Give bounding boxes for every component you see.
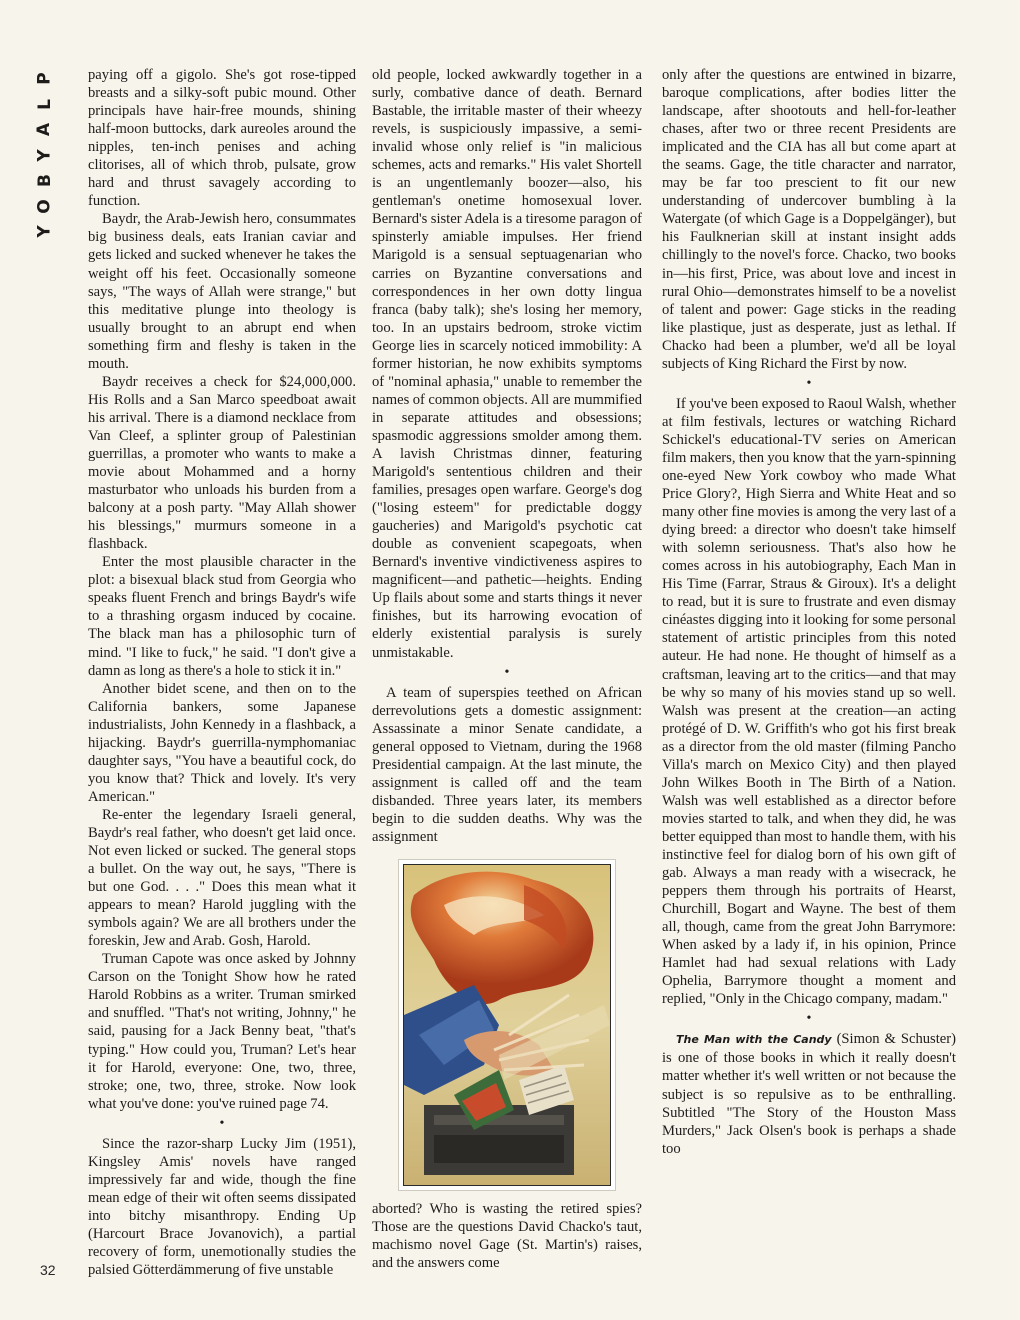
masthead-letter: O	[34, 198, 55, 214]
column-1	[88, 66, 356, 1279]
paragraph: Baydr, the Arab-Jewish hero, consummates big business deals, eats Iranian caviar and gets licked and sucked whenever he takes the weight off his feet. Occasionally someone says, "The ways of Allah were strange," but this meditative plunge into theology is usually brought to an abrupt end when something firm and fleshy is taken in the mouth.	[88, 211, 356, 372]
paragraph: only after the questions are entwined in bizarre, baroque complications, after bodies litter the landscape, after shootouts and hell-for-leather chases, after two or three recent Presidents are implicated and the CIA has all but come apart at the seams. Gage, the title character and narrator, may be far too prescient to fit our new understanding of undercover bumbling à la Watergate (of which Gage is a Doppelgänger), but his Faulknerian skill at instant insight adds chillingly to the novel's force. Chacko, two books in—his first, Price, was about love and incest in rural Ohio—demonstrates himself to be a novelist of talent and power: Gage sticks in the reading like plastique, just as desperate, just as lethal. If Chacko had been a plumber, we'd all be loyal subjects of King Richard the First by now.	[662, 67, 956, 372]
column-2	[372, 66, 642, 1272]
masthead-letter: B	[34, 174, 55, 187]
masthead-letter: L	[34, 98, 55, 110]
section-divider-bullet	[372, 662, 642, 684]
column-3	[662, 66, 956, 1158]
masthead-letter: P	[34, 72, 55, 85]
paragraph	[662, 1030, 956, 1157]
paragraph-text: (Simon & Schuster) is one of those books in which it really doesn't matter whether it's well written or not because the subject is so repulsive as to be enthralling. Subtitled "The Story of the Houston Mass Murders," Jack Olsen's book is perhaps a shade too	[662, 1031, 956, 1157]
section-divider-bullet	[88, 1113, 356, 1135]
paragraph: old people, locked awkwardly together in a surly, combative dance of death. Bernard Bastable, the irritable master of their wheezy revels, is suspiciously impassive, a semi-invalid whose only relief is "in malicious schemes, acts and remarks." His valet Shortell is an ungentlemanly boozer—also, his gentleman's onetime homosexual lover. Bernard's sister Adela is a tiresome paragon of spinsterly amiable impulses. Her friend Marigold is a sensual septuagenarian who carries on Byzantine conversations and correspondences in her own dotty lingua franca (baby talk); she's losing her memory, too. In an upstairs bedroom, stroke victim George lies in scarcely noticed immobility: A former historian, he now exhibits symptoms of "nominal aphasia," unable to remember the names of common objects. All are mummified in separate attitudes and obsessions; spasmodic aggressions smolder among them. A lavish Christmas dinner, featuring Marigold's sententious children and their families, presages open warfare. George's dog ("losing esteem" for predictable doggy gaucheries) and Marigold's psychotic cat double as convenient scapegoats, when Bernard's inventive vindictiveness aspires to magnificent—and pathetic—heights. Ending Up flails about some and starts things it never finishes, but its harrowing evocation of elderly existential paralysis is surely unmistakable.	[372, 67, 642, 661]
masthead-letter: Y	[34, 225, 55, 238]
paragraph: Re-enter the legendary Israeli general, Baydr's real father, who doesn't get laid once. Not even licked or sucked. The general stops a bullet. On the way out, he says, "There is but one God. . . ." Does this mean what it appears to mean? Harold juggling with the symbols again? We are all brothers under the foreskin, Jew and Arab. Gosh, Harold.	[88, 806, 356, 950]
paragraph: Baydr receives a check for $24,000,000. His Rolls and a San Marco speedboat await his arrival. There is a diamond necklace from Van Cleef, a splinter group of Palestinian guerrillas, a promoter who wants to make a movie about Mohammed and a horny masturbator who unloads his burden from a balcony at a posh party. "May Allah shower his blessings," murmurs someone in a flashback.	[88, 373, 356, 553]
masthead	[28, 70, 62, 240]
paragraph: aborted? Who is wasting the retired spies? Those are the questions David Chacko's taut, machismo novel Gage (St. Martin's) raises, and the answers come	[372, 1200, 642, 1272]
hand-with-books-illustration	[403, 864, 611, 1186]
page-number: 32	[40, 1262, 56, 1278]
paragraph: A team of superspies teethed on African derrevolutions gets a domestic assignment: Assassinate a minor Senate candidate, a general opposed to Vietnam, during the 1968 Presidential campaign. At the last minute, the assignment is called off and the team disbanded. Three years later, its members begin to die sudden deaths. Why was the assignment	[372, 684, 642, 845]
masthead-letter: Y	[34, 148, 55, 162]
book-title: The Man with the Candy	[676, 1033, 832, 1047]
paragraph: Since the razor-sharp Lucky Jim (1951), Kingsley Amis' novels have ranged impressively far and wide, though the fine mean edge of their wit often seems dissipated into bitchy misanthropy. Ending Up (Harcourt Brace Jovanovich), a partial recovery of form, unemotionally studies the palsied Götterdämmerung of five unstable	[88, 1135, 356, 1279]
paragraph: paying off a gigolo. She's got rose-tipped breasts and a silky-soft pubic mound. Other principals have hair-free mounds, shining half-moon buttocks, dark aureoles around the nipples, ten-inch penises and aching clitorises, all of which throb, pulsate, grow hard and thrust savagely according to function.	[88, 67, 356, 210]
masthead-letter: A	[34, 122, 55, 137]
section-divider-bullet	[662, 373, 956, 395]
paragraph: If you've been exposed to Raoul Walsh, whether at film festivals, lectures or watching Richard Schickel's educational-TV series on American film makers, then you know that the yarn-spinning one-eyed New York cowboy who made What Price Glory?, High Sierra and White Heat and so many other fine movies is among the very last of a dying breed: a director who doesn't take himself with solemn seriousness. That's also how he comes across in his autobiography, Each Man in His Time (Farrar, Straus & Giroux). It's a delight to read, but it is sure to frustrate and even dismay cinéastes digging into it looking for some personal statement of artistic principles from this noted auteur. He had none. He thought of himself as a craftsman, leaving art to the critics—and that may be why so many of his movies stand up so well. Walsh was present at the creation—an acting protégé of D. W. Griffith's who got his first break as a director from the old master (filming Pancho Villa's march on Mexico City) and then played John Wilkes Booth in The Birth of a Nation. Walsh was well established as a director before movies started to talk, and when they did, he was better equipped than most to handle them, with his instinctive feel for dialog born of his own gift of gab. Always a man ready with a wisecrack, he peppers them through his portraits of Hearst, Churchill, Bogart and Wayne. The best of them all, though, came from the great John Barrymore: When asked by a lady if, in his opinion, Prince Hamlet had had sexual relations with Lady Ophelia, Barrymore thought a moment and replied, "Only in the Chicago company, madam."	[662, 395, 956, 1008]
paragraph: Enter the most plausible character in the plot: a bisexual black stud from Georgia who speaks fluent French and brings Baydr's wife to a thrashing orgasm induced by cocaine. The black man has a philosophic turn of mind. "I like to fuck," he said. "I don't give a damn as long as there's a hole to stick it in."	[88, 554, 356, 679]
paragraph: Truman Capote was once asked by Johnny Carson on the Tonight Show how he rated Harold Robbins as a writer. Truman smirked and snuffled. "That's not writing, Johnny," he said, pausing for a Jack Benny beat, "that's typing." How could you, Truman? Let's hear it for Harold, everyone: One, two, three, stroke; one, two, three, stroke. Now look what you've done: you've ruined page 74.	[88, 951, 356, 1112]
paragraph: Another bidet scene, and then on to the California bankers, some Japanese industrialists, John Kennedy in a flashback, a hijacking. Baydr's guerrilla-nymphomaniac daughter says, "You have a beautiful cock, do you know that? Thick and lovely. It's very American."	[88, 680, 356, 805]
section-divider-bullet	[662, 1008, 956, 1030]
